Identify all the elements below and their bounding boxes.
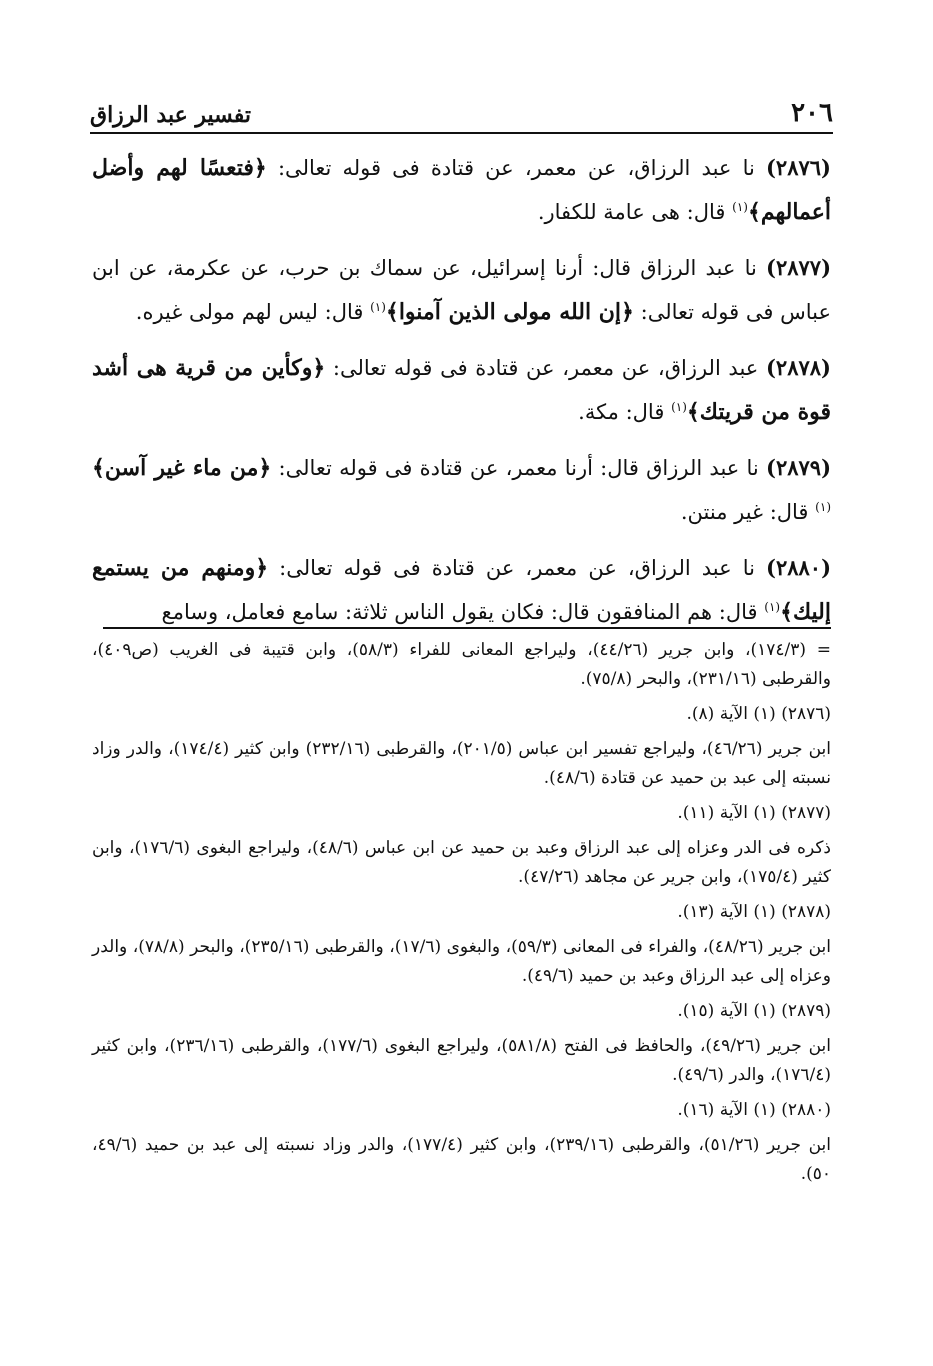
entry-isnad: عبد الرزاق، عن معمر، عن قتادة فى قوله تعالى: (332, 356, 759, 380)
footnote-divider (103, 627, 831, 629)
footnote-body: ابن جرير (٤٨/٢٦)، والفراء فى المعانى (٥٩/٣)، والبغوى (١٧/٦)، والقرطبى (٢٣٥/١٦)، والبحر (٧٨/٨)، والدر وعزاه إلى عبد الرزاق وعبد بن حميد (٤٩/٦). (92, 937, 831, 986)
quran-quote: ﴿ومنهم من يستمع إليك﴾ (92, 555, 831, 625)
footnote-heading: (٢٨٧٩) (١) الآية (١٥). (677, 1001, 831, 1021)
entry-isnad: نا عبد الرزاق، عن معمر، عن قتادة فى قوله تعالى: (279, 556, 755, 580)
footnote-mark: (١) (732, 200, 748, 214)
entry-number: (٢٨٧٧) (766, 255, 831, 280)
entry-isnad: نا عبد الرزاق قال: أرنا إسرائيل، عن سماك بن حرب، عن عكرمة، عن ابن عباس فى قوله تعالى: (92, 256, 831, 324)
footnote-continuation: = (١٧٤/٣)، وابن جرير (٤٤/٢٦)، وليراجع المعانى للفراء (٥٨/٣)، وابن قتيبة فى الغريب (ص٤٠٩)، والقرطبى (٢٣١/١٦)، والبحر (٧٥/٨). (92, 640, 832, 689)
entry-comment: قال: هم المنافقون قال: فكان يقول الناس ثلاثة: سامع فعامل، وسامع (161, 600, 758, 624)
entry-2878 (92, 346, 831, 434)
entry-isnad: نا عبد الرزاق قال: أرنا معمر، عن قتادة فى قوله تعالى: (278, 456, 759, 480)
quran-quote: ﴿من ماء غير آسن﴾ (92, 455, 272, 481)
entry-2880 (92, 546, 831, 634)
footnote-body: ابن جرير (٤٦/٢٦)، وليراجع تفسير ابن عباس (٢٠١/٥)، والقرطبى (٢٣٢/١٦) وابن كثير (١٧٤/٤)، والدر وزاد نسبته إلى عبد بن حميد عن قتادة (٤٨/٦). (92, 739, 831, 788)
entry-2879 (92, 446, 831, 534)
footnote-heading: (٢٨٧٦) (١) الآية (٨). (686, 704, 831, 724)
entry-comment: قال: غير منتن. (680, 500, 809, 524)
entry-2876 (92, 146, 831, 234)
footnote-mark: (١) (815, 500, 831, 514)
entry-comment: قال: ليس لهم مولى غيره. (135, 300, 364, 324)
entry-number: (٢٨٧٨) (765, 355, 831, 380)
page-number: ٢٠٦ (791, 98, 833, 128)
entry-number: (٢٨٨٠) (766, 555, 831, 580)
entry-comment: قال: هى عامة للكفار. (537, 200, 726, 224)
footnote-heading: (٢٨٧٨) (١) الآية (١٣). (677, 902, 831, 922)
entry-number: (٢٨٧٩) (766, 455, 831, 480)
entry-number: (٢٨٧٦) (765, 155, 831, 180)
quran-quote: ﴿وكأين من قرية هى أشد قوة من قريتك﴾ (92, 355, 831, 425)
footnote-mark: (١) (764, 600, 781, 614)
quran-quote: ﴿فتعسًا لهم وأضل أعمالهم﴾ (92, 155, 831, 225)
main-text (92, 146, 831, 646)
footnote-heading: (٢٨٨٠) (١) الآية (١٦). (677, 1100, 831, 1120)
footnote-body: ذكره فى الدر وعزاه إلى عبد الرزاق وعبد بن حميد عن ابن عباس (٤٨/٦)، وليراجع البغوى (١٧٦/٦)، وابن كثير (١٧٥/٤)، وابن جرير عن مجاهد (٤٧/٢٦). (92, 838, 831, 887)
entry-comment: قال: مكة. (578, 400, 665, 424)
footnote-heading: (٢٨٧٧) (١) الآية (١١). (677, 803, 831, 823)
entry-isnad: نا عبد الرزاق، عن معمر، عن قتادة فى قوله تعالى: (277, 156, 755, 180)
quran-quote: ﴿إن الله مولى الذين آمنوا﴾ (385, 299, 634, 325)
running-title: تفسير عبد الرزاق (90, 102, 252, 128)
footnotes (92, 636, 831, 1195)
entry-2877 (92, 246, 831, 334)
footnote-mark: (١) (671, 400, 687, 414)
footnote-mark: (١) (370, 300, 386, 314)
footnote-body: ابن جرير (٥١/٢٦)، والقرطبى (٢٣٩/١٦)، وابن كثير (١٧٧/٤)، والدر وزاد نسبته إلى عبد بن حميد (٤٩/٦، ٥٠). (92, 1135, 832, 1184)
page-header (90, 88, 833, 134)
footnote-body: ابن جرير (٤٩/٢٦)، والحافظ فى الفتح (٥٨١/٨)، وليراجع البغوى (١٧٧/٦)، والقرطبى (٢٣٦/١٦)، وابن كثير (١٧٦/٤)، والدر (٤٩/٦). (92, 1036, 831, 1085)
